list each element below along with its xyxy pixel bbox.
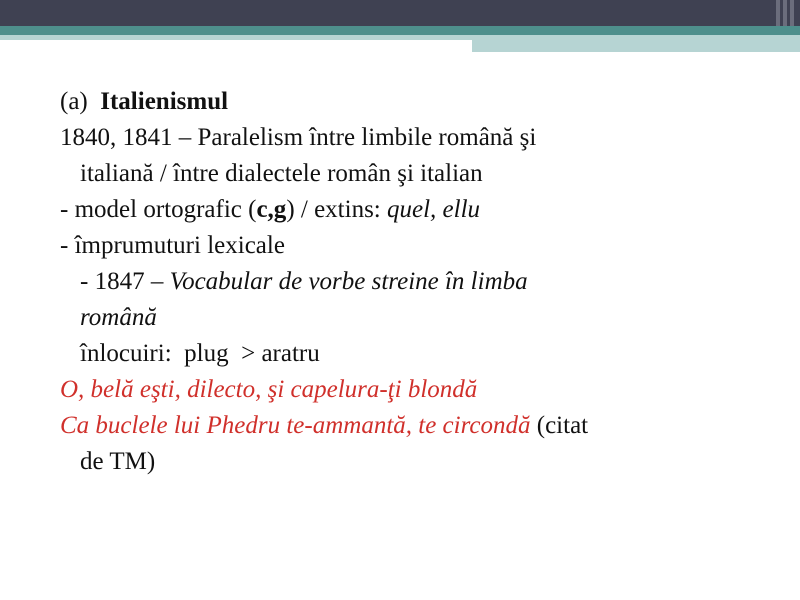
stripe (776, 0, 780, 26)
accent-light-block (472, 35, 800, 52)
loans-line: - împrumuturi lexicale (60, 232, 285, 259)
vocabular-year: - 1847 – (80, 268, 170, 295)
vocabular-line (60, 264, 740, 300)
quote-line-2 (60, 408, 740, 444)
stripe (790, 0, 794, 26)
replacement-target: > aratru (241, 340, 320, 367)
orthography-line (60, 192, 740, 228)
replacement-source: plug (184, 340, 229, 367)
stripe (783, 0, 787, 26)
vocabular-title: Vocabular de vorbe streine în limba (169, 268, 528, 295)
heading-title: Italienismul (100, 88, 229, 115)
top-bar-stripes (776, 0, 800, 26)
heading-prefix: (a) (60, 88, 88, 115)
orthography-examples: quel, ellu (387, 196, 481, 223)
accent-light-band (0, 35, 472, 40)
accent-teal-band (0, 26, 800, 35)
replacement-line (60, 336, 740, 372)
slide-heading (60, 84, 740, 120)
orthography-text-b: ) / extins: (286, 196, 387, 223)
orthography-letters: c,g (256, 196, 287, 223)
quote-citation: (citat (530, 412, 589, 439)
quote-line-1: O, belă eşti, dilecto, şi capelura-ţi blondă (60, 376, 478, 403)
replacement-label: înlocuiri: (80, 340, 172, 367)
top-bar (0, 0, 800, 26)
quote-citation-cont: de TM) (80, 448, 156, 475)
quote-line-2-text: Ca buclele lui Phedru te-ammantă, te circondă (60, 412, 531, 439)
slide-content (60, 84, 740, 480)
paragraph-line-1: 1840, 1841 – Paralelism între limbile română şi (60, 124, 537, 151)
vocabular-title-cont: română (80, 304, 157, 331)
paragraph-line-2: italiană / între dialectele român şi italian (80, 160, 483, 187)
orthography-text-a: - model ortografic ( (60, 196, 257, 223)
